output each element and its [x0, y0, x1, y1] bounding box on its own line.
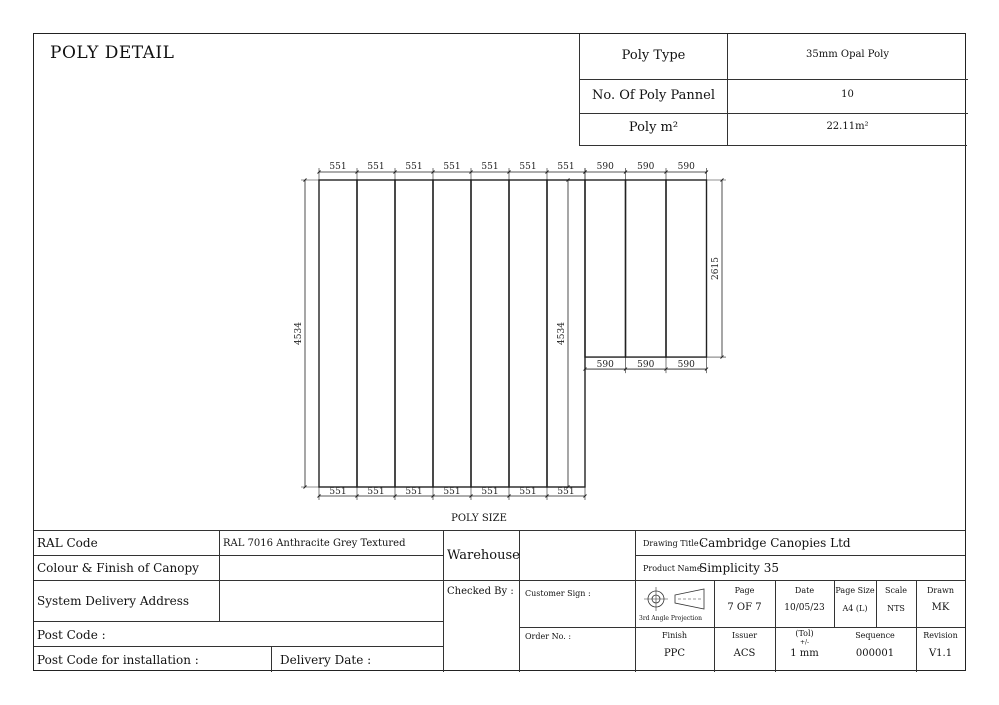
tolerance-label: (Tol) [795, 629, 814, 638]
drawing-title-label: Drawing Title : [643, 539, 704, 548]
panel-width-label-top: 551 [367, 162, 385, 172]
title-block [34, 530, 965, 672]
poly-type-label: Poly Type [621, 48, 686, 63]
drawn-value: MK [931, 602, 950, 613]
page-value: 7 OF 7 [727, 602, 762, 613]
poly-size-caption: POLY SIZE [451, 513, 507, 524]
order-no-label: Order No. : [525, 632, 572, 641]
panel-width-label-top: 551 [405, 162, 423, 172]
page-title: POLY DETAIL [50, 43, 175, 63]
scale-value: NTS [887, 604, 905, 613]
poly-panel-left [319, 180, 357, 487]
height-label-left: 4534 [294, 322, 304, 345]
product-name-value: Simplicity 35 [699, 561, 780, 575]
poly-panel-count-value: 10 [841, 89, 854, 100]
page-size-value: A4 (L) [842, 604, 868, 613]
panel-width-label-top: 590 [677, 162, 695, 172]
sequence-label: Sequence [855, 631, 895, 640]
scale-label: Scale [884, 586, 908, 595]
checked-by-label: Checked By : [447, 586, 514, 597]
panel-width-label-bottom: 551 [329, 487, 347, 497]
issuer-value: ACS [733, 648, 756, 659]
page-label: Page [734, 586, 755, 595]
drawn-label: Drawn [926, 586, 954, 595]
page-size-label: Page Size [835, 586, 875, 595]
revision-value: V1.1 [928, 648, 953, 659]
ral-code-label: RAL Code [37, 536, 98, 550]
panel-width-label-bottom: 551 [367, 487, 385, 497]
installation-post-code-label: Post Code for installation : [37, 653, 199, 667]
date-label: Date [794, 586, 815, 595]
panel-width-label-bottom: 551 [519, 487, 537, 497]
panel-width-label-short: 590 [637, 360, 655, 371]
height-label-right: 2615 [711, 257, 721, 280]
panel-width-label-top: 551 [443, 162, 461, 172]
sequence-value: 000001 [855, 648, 895, 659]
ral-code-value: RAL 7016 Anthracite Grey Textured [223, 538, 406, 549]
revision-label: Revision [923, 631, 958, 640]
finish-label: Finish [661, 631, 688, 640]
projection-label: 3rd Angle Projection [639, 615, 702, 622]
panel-width-label-bottom: 551 [443, 487, 461, 497]
panel-width-label-bottom: 551 [405, 487, 423, 497]
poly-panel-right [666, 180, 707, 357]
poly-panel-right [585, 180, 626, 357]
panel-width-label-top: 551 [481, 162, 499, 172]
poly-size-diagram [34, 34, 965, 530]
third-angle-projection-icon [642, 585, 710, 613]
panel-width-label-top: 590 [596, 162, 614, 172]
issuer-label: Issuer [731, 631, 758, 640]
poly-panel-count-label: No. Of Poly Pannel [591, 88, 716, 103]
tolerance-sub: +/- [799, 639, 810, 646]
drawing-title-value: Cambridge Canopies Ltd [699, 536, 851, 550]
colour-finish-label: Colour & Finish of Canopy [37, 561, 199, 575]
post-code-label: Post Code : [37, 628, 106, 642]
poly-panel-left [357, 180, 395, 487]
panel-width-label-top: 590 [637, 162, 655, 172]
finish-value: PPC [663, 648, 686, 659]
panel-width-label-short: 590 [596, 360, 614, 371]
poly-panel-left [509, 180, 547, 487]
delivery-date-label: Delivery Date : [280, 653, 372, 667]
date-value: 10/05/23 [784, 603, 825, 613]
panel-width-label-top: 551 [519, 162, 537, 172]
delivery-address-label: System Delivery Address [37, 594, 190, 608]
panel-width-label-bottom: 551 [481, 487, 499, 497]
panel-width-label-top: 551 [329, 162, 347, 172]
poly-panel-left [471, 180, 509, 487]
product-name-label: Product Name : [643, 564, 707, 573]
poly-panel-left [395, 180, 433, 487]
panel-width-label-top: 551 [557, 162, 575, 172]
poly-panel-left [433, 180, 471, 487]
panel-width-label-short: 590 [677, 360, 695, 371]
poly-area-label: Poly m² [628, 120, 679, 135]
customer-sign-label: Customer Sign : [525, 589, 591, 598]
poly-panel-right [626, 180, 667, 357]
drawing-sheet [33, 33, 966, 671]
warehouse-label: Warehouse [447, 548, 520, 563]
panel-width-label-bottom: 551 [557, 487, 575, 497]
tolerance-value: 1 mm [790, 648, 819, 659]
poly-type-value: 35mm Opal Poly [806, 49, 889, 60]
height-label-mid: 4534 [557, 322, 567, 345]
poly-area-value: 22.11m² [826, 121, 869, 132]
